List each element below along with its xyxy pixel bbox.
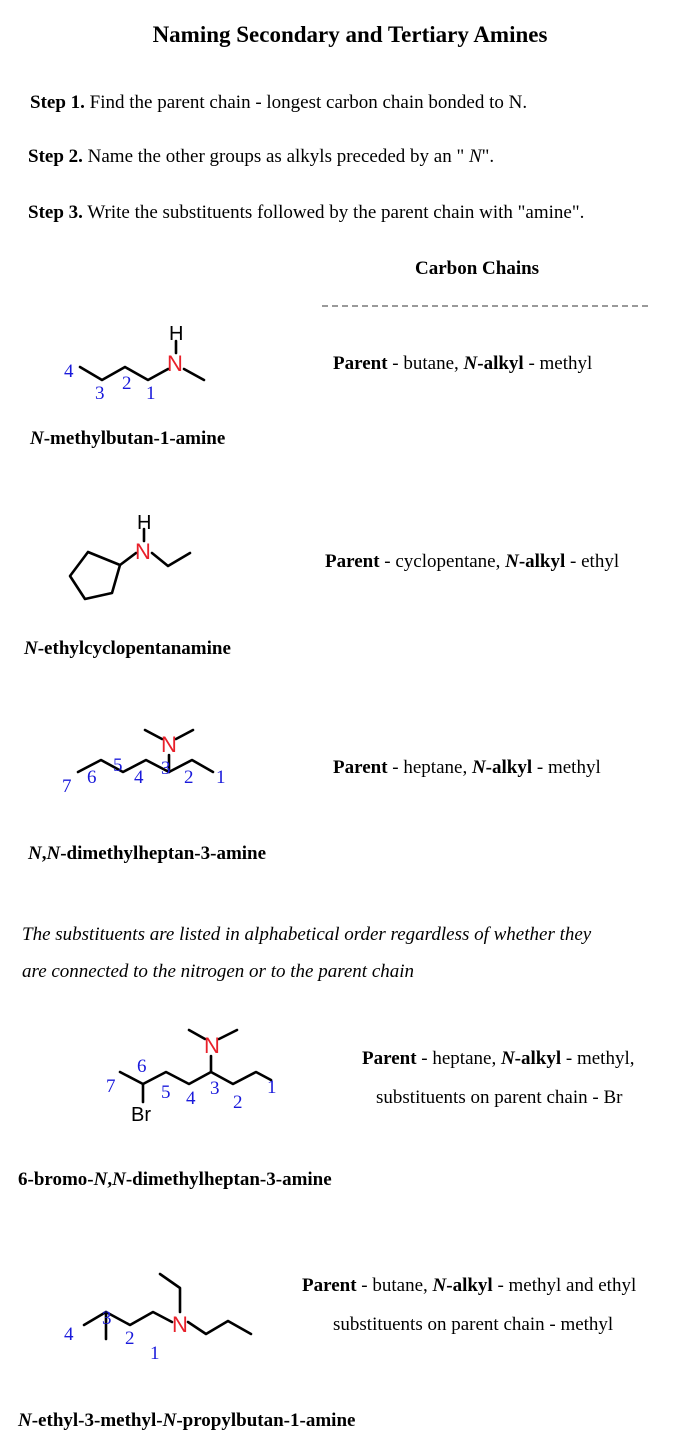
step-1-text: Find the parent chain - longest carbon chain bonded to N. <box>89 92 528 113</box>
alphabetical-note-line-1: The substituents are listed in alphabetical order regardless of whether they <box>22 924 592 945</box>
step-3-label: Step 3. <box>28 202 83 223</box>
locant: 2 <box>122 373 132 394</box>
locant: 2 <box>184 767 194 788</box>
parent-label: Parent <box>333 353 388 374</box>
structure-1 <box>0 300 230 410</box>
locant: 1 <box>150 1343 160 1364</box>
step-1 <box>30 92 527 114</box>
dash: - <box>523 353 540 374</box>
locant: 1 <box>216 767 226 788</box>
hydrogen-atom: H <box>169 323 184 345</box>
locant: 2 <box>233 1092 243 1113</box>
dashed-divider <box>322 305 648 307</box>
step-1-label: Step 1. <box>30 92 85 113</box>
nitrogen-atom: N <box>167 351 183 376</box>
locant: 7 <box>62 776 72 797</box>
compound-name-5: N-ethyl-3-methyl-N-propylbutan-1-amine <box>18 1410 356 1431</box>
locant: 1 <box>146 383 156 404</box>
locant: 3 <box>95 383 105 404</box>
locant: 7 <box>106 1076 116 1097</box>
locant: 1 <box>267 1077 277 1098</box>
bonds <box>84 1312 172 1325</box>
step-2-n: N <box>468 146 482 167</box>
structure-4 <box>0 1015 300 1130</box>
alkyl-label: -alkyl <box>477 353 524 374</box>
locant: 3 <box>210 1078 220 1099</box>
locant: 6 <box>137 1056 147 1077</box>
locant: 4 <box>64 361 74 382</box>
alkyl-value: methyl <box>539 353 593 374</box>
step-3 <box>28 202 584 224</box>
alphabetical-note-line-2: are connected to the nitrogen or to the parent chain <box>22 961 415 982</box>
bonds <box>188 1321 251 1334</box>
bond <box>145 730 162 739</box>
locant: 5 <box>113 755 123 776</box>
carbon-chains-heading: Carbon Chains <box>415 258 540 279</box>
nitrogen-atom: N <box>135 539 151 564</box>
locant: 5 <box>161 1082 171 1103</box>
description-4-line-1: Parent - heptane, N-alkyl - methyl, <box>362 1048 635 1069</box>
nitrogen-atom: N <box>161 732 177 757</box>
step-3-text: Write the substituents followed by the parent chain with "amine". <box>87 202 585 223</box>
bonds <box>184 369 204 380</box>
nitrogen-atom: N <box>172 1312 188 1337</box>
locant: 3 <box>102 1308 112 1329</box>
compound-name-4: 6-bromo-N,N-dimethylheptan-3-amine <box>18 1169 332 1190</box>
description-4-line-2: substituents on parent chain - Br <box>376 1087 623 1108</box>
locant: 6 <box>87 767 97 788</box>
cyclopentane-ring <box>70 552 120 599</box>
nitrogen-atom: N <box>204 1033 220 1058</box>
compound-name-1: N-methylbutan-1-amine <box>30 428 226 449</box>
description-3: Parent - heptane, N-alkyl - methyl <box>333 757 601 778</box>
bond <box>120 553 136 565</box>
step-2 <box>28 146 494 168</box>
step-2-label: Step 2. <box>28 146 83 167</box>
description-2: Parent - cyclopentane, N-alkyl - ethyl <box>325 551 620 572</box>
locant: 4 <box>64 1324 74 1345</box>
bond <box>189 1030 205 1039</box>
structure-5 <box>0 1255 300 1370</box>
bond <box>219 1030 237 1039</box>
locant: 2 <box>125 1328 135 1349</box>
bond <box>176 730 193 739</box>
bonds <box>160 1274 180 1312</box>
parent-value: butane <box>403 353 455 374</box>
page-title: Naming Secondary and Tertiary Amines <box>152 22 548 47</box>
locant: 4 <box>186 1088 196 1109</box>
compound-name-2: N-ethylcyclopentanamine <box>24 638 231 659</box>
step-2-text: Name the other groups as alkyls preceded by an " <box>87 146 469 167</box>
bromine-atom: Br <box>131 1104 151 1126</box>
hydrogen-atom: H <box>137 512 152 534</box>
n: N <box>463 353 478 374</box>
compound-name-3: N,N-dimethylheptan-3-amine <box>28 843 267 864</box>
structure-2 <box>0 505 230 620</box>
locant: 3 <box>161 758 171 779</box>
structure-3 <box>0 725 260 800</box>
description-5-line-1: Parent - butane, N-alkyl - methyl and ethyl <box>302 1275 637 1296</box>
description-1: Parent - butane, N-alkyl - methyl <box>333 353 593 374</box>
step-2-tail: ". <box>481 146 495 167</box>
bonds <box>152 553 190 566</box>
locant: 4 <box>134 767 144 788</box>
description-5-line-2: substituents on parent chain - methyl <box>333 1314 614 1335</box>
dash: - <box>387 353 404 374</box>
